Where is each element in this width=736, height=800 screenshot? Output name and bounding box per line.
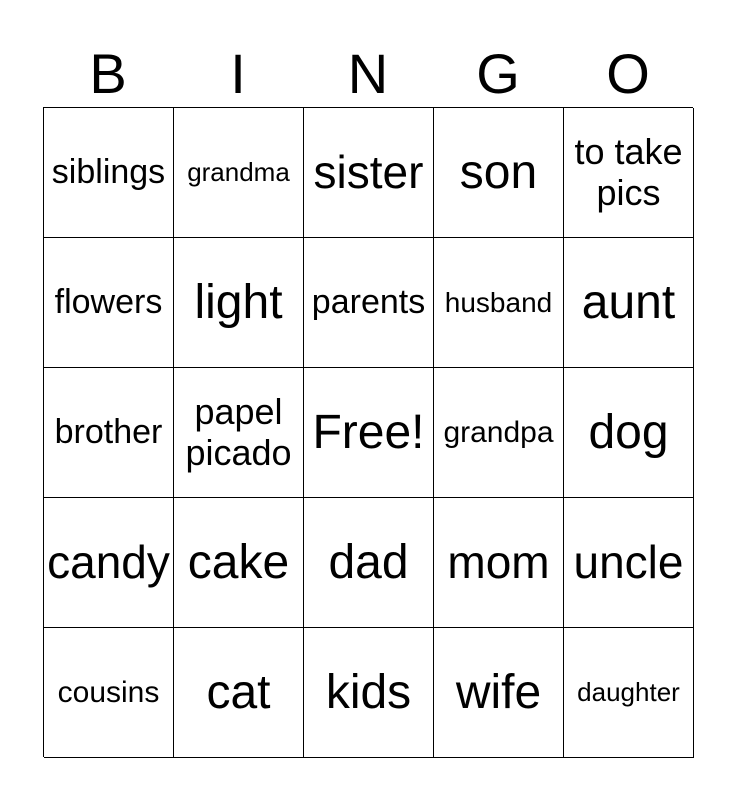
bingo-cell[interactable]: light [174, 238, 304, 368]
bingo-cell[interactable]: brother [44, 368, 174, 498]
bingo-cell[interactable]: daughter [564, 628, 694, 758]
bingo-cell[interactable]: sister [304, 108, 434, 238]
bingo-board [43, 107, 693, 757]
header-letter-n: N [347, 42, 389, 105]
bingo-cell[interactable]: flowers [44, 238, 174, 368]
bingo-cell[interactable]: grandma [174, 108, 304, 238]
bingo-cell[interactable]: dog [564, 368, 694, 498]
bingo-cell[interactable]: wife [434, 628, 564, 758]
bingo-cell[interactable]: papel picado [174, 368, 304, 498]
bingo-cell[interactable]: dad [304, 498, 434, 628]
bingo-cell[interactable]: grandpa [434, 368, 564, 498]
free-space-cell[interactable]: Free! [304, 368, 434, 498]
header-letter-o: O [606, 42, 650, 105]
bingo-cell[interactable]: cousins [44, 628, 174, 758]
header-letter-g: G [476, 42, 520, 105]
bingo-cell[interactable]: husband [434, 238, 564, 368]
header-letter-b: B [89, 42, 127, 105]
bingo-cell[interactable]: cake [174, 498, 304, 628]
bingo-cell[interactable]: siblings [44, 108, 174, 238]
bingo-header [43, 40, 693, 108]
bingo-cell[interactable]: uncle [564, 498, 694, 628]
bingo-cell[interactable]: candy [44, 498, 174, 628]
bingo-cell[interactable]: cat [174, 628, 304, 758]
bingo-cell[interactable]: mom [434, 498, 564, 628]
bingo-cell[interactable]: parents [304, 238, 434, 368]
bingo-cell[interactable]: aunt [564, 238, 694, 368]
bingo-cell[interactable]: son [434, 108, 564, 238]
bingo-cell[interactable]: to take pics [564, 108, 694, 238]
header-letter-i: I [230, 42, 246, 105]
bingo-cell[interactable]: kids [304, 628, 434, 758]
